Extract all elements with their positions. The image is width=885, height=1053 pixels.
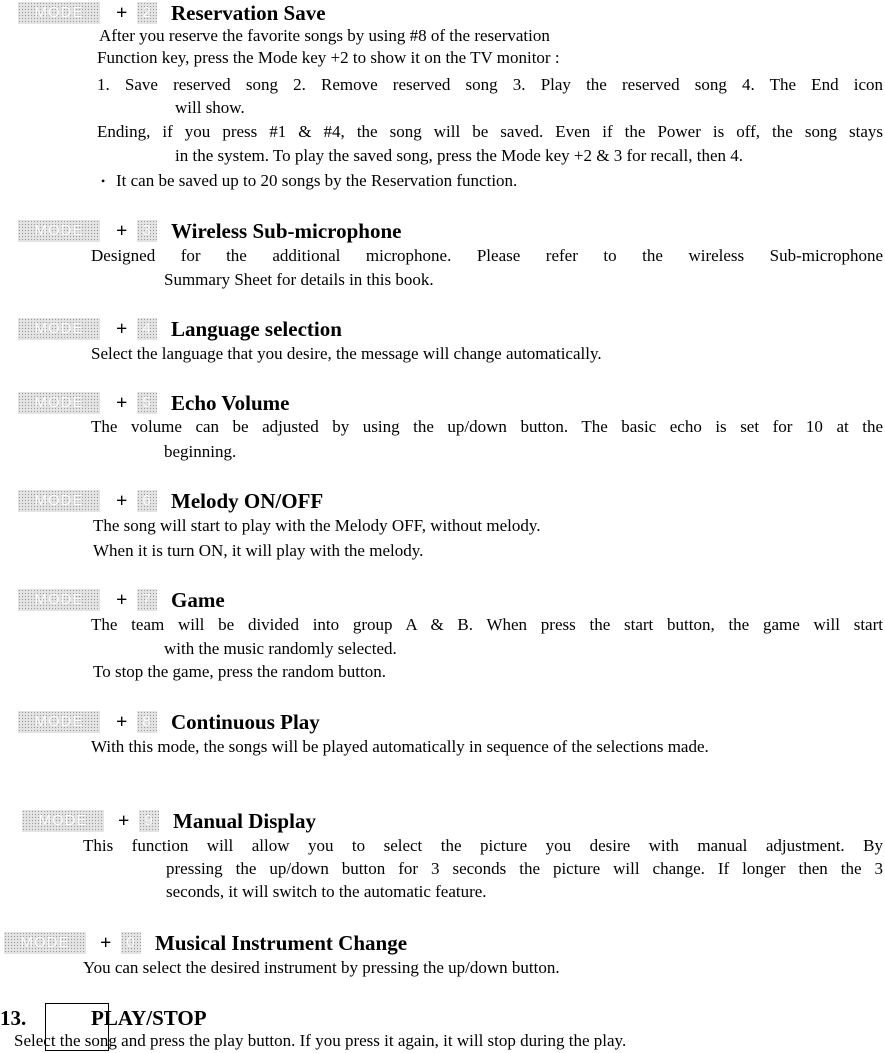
body-line: You can select the desired instrument by pressing the up/down button. [83,958,560,977]
body-line: Select the song and press the play button. If you press it again, it will stop during the play. [14,1031,627,1050]
body-line: with the music randomly selected. [164,639,397,658]
number-key-icon: 6 [137,490,157,512]
plus-sign: + [116,490,128,512]
body-line: beginning. [164,442,237,461]
body-line: This function will allow you to select the picture you desire with manual adjustment. By [83,836,883,855]
plus-sign: + [116,711,128,733]
body-line: in the system. To play the saved song, press the Mode key +2 & 3 for recall, then 4. [175,146,744,165]
body-line: With this mode, the songs will be played automatically in sequence of the selections made. [91,737,709,756]
bullet-line: It can be saved up to 20 songs by the Reservation function. [116,171,518,190]
bullet-icon: • [101,174,106,188]
section-heading: Language selection [171,317,342,341]
section-heading: Continuous Play [171,710,320,734]
body-line: will show. [175,98,245,117]
body-line: pressing the up/down button for 3 seconds the picture will change. If longer then the 3 [166,859,883,878]
body-line: 1. Save reserved song 2. Remove reserved song 3. Play the reserved song 4. The End icon [97,75,883,94]
section-heading: Melody ON/OFF [171,489,324,513]
plus-sign: + [100,932,112,954]
number-key-icon: 8 [137,711,157,733]
body-line: seconds, it will switch to the automatic feature. [166,882,487,901]
body-line: The team will be divided into group A & B. When press the start button, the game will start [91,615,883,634]
number-key-icon: 0 [121,932,141,954]
body-line: Ending, if you press #1 & #4, the song will be saved. Even if the Power is off, the song stays [97,122,883,141]
number-key-icon: 3 [137,220,157,242]
plus-sign: + [116,392,128,414]
mode-key-icon: MODE [18,392,100,414]
body-line: Designed for the additional microphone. Please refer to the wireless Sub-microphone [91,246,883,265]
number-key-icon: 4 [137,318,157,340]
section-heading: Echo Volume [171,391,290,415]
section-heading: Reservation Save [171,1,326,25]
mode-key-icon: MODE [22,810,104,832]
body-line: Select the language that you desire, the message will change automatically. [91,344,602,363]
number-key-icon: 5 [137,392,157,414]
section-heading: Manual Display [173,809,316,833]
mode-key-icon: MODE [18,318,100,340]
number-key-icon: 7 [137,589,157,611]
mode-key-icon: MODE [4,932,86,954]
body-line: Function key, press the Mode key +2 to show it on the TV monitor : [97,48,560,67]
number-key-icon: 2 [137,2,157,24]
plus-sign: + [116,318,128,340]
mode-key-icon: MODE [18,490,100,512]
section-heading: Game [171,588,225,612]
body-line: When it is turn ON, it will play with the melody. [93,541,424,560]
section-heading: PLAY/STOP [91,1006,207,1030]
body-line: Summary Sheet for details in this book. [164,270,434,289]
section-heading: Wireless Sub-microphone [171,219,402,243]
plus-sign: + [116,589,128,611]
body-line: To stop the game, press the random button. [93,662,386,681]
number-key-icon: 9 [139,810,159,832]
body-line: The volume can be adjusted by using the up/down button. The basic echo is set for 10 at the [91,417,883,436]
mode-key-icon: MODE [18,711,100,733]
plus-sign: + [116,220,128,242]
plus-sign: + [118,810,130,832]
body-line: After you reserve the favorite songs by using #8 of the reservation [99,26,550,45]
section-heading: Musical Instrument Change [155,931,408,955]
mode-key-icon: MODE [18,2,100,24]
mode-key-icon: MODE [18,220,100,242]
body-line: The song will start to play with the Melody OFF, without melody. [93,516,541,535]
plus-sign: + [116,2,128,24]
section-number: 13. [0,1006,27,1030]
button-outline-box [45,1003,109,1051]
mode-key-icon: MODE [18,589,100,611]
